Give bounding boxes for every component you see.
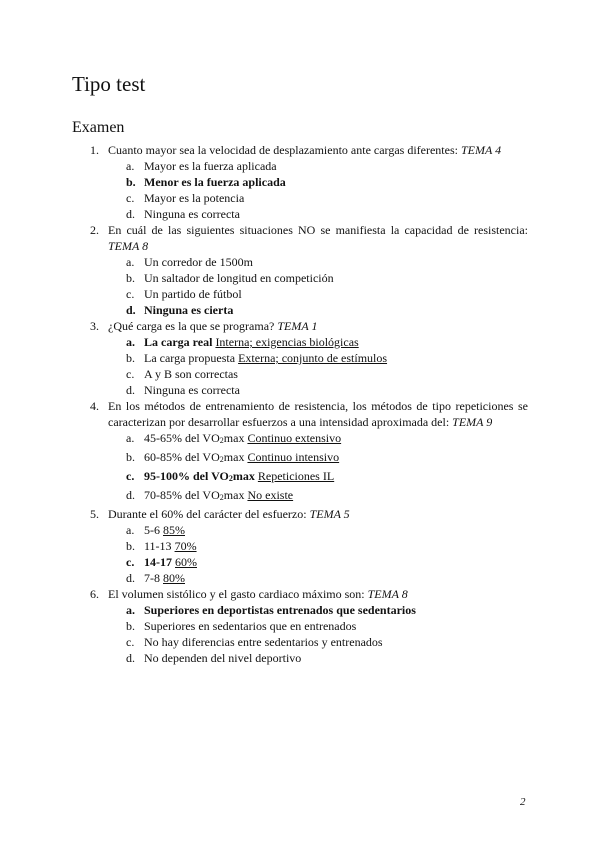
- option-letter: a.: [126, 159, 135, 173]
- option-text: Superiores en sedentarios que en entrenados: [144, 619, 357, 633]
- question-text: Cuanto mayor sea la velocidad de desplazamiento ante cargas diferentes:: [108, 143, 461, 157]
- correct-option: [126, 602, 528, 618]
- answer-option: [126, 522, 528, 538]
- question-tema: TEMA 1: [277, 319, 318, 333]
- answer-option: [126, 190, 528, 206]
- answer-option: [126, 634, 528, 650]
- option-text: Un saltador de longitud en competición: [144, 271, 334, 285]
- correct-option: [126, 302, 528, 318]
- option-letter: c.: [126, 287, 135, 301]
- underlined-annotation: Repeticiones IL: [257, 469, 335, 483]
- answer-option: [126, 366, 528, 382]
- question-number: 1.: [90, 143, 99, 157]
- underlined-annotation: 60%: [175, 555, 197, 569]
- option-letter: d.: [126, 303, 136, 317]
- underlined-annotation: Continuo extensivo: [247, 431, 342, 445]
- option-text: 5-6: [144, 523, 163, 537]
- option-letter: c.: [126, 367, 135, 381]
- option-text-block: [144, 539, 197, 553]
- section-heading: Examen: [72, 119, 125, 136]
- option-letter: c.: [126, 469, 135, 483]
- underlined-annotation: 85%: [163, 523, 185, 537]
- underlined-annotation: 80%: [163, 571, 185, 585]
- answer-option: [126, 350, 528, 366]
- option-text-block: [144, 383, 240, 397]
- option-text-suffix: max: [223, 450, 248, 464]
- question-item: [90, 142, 528, 222]
- underlined-annotation: Interna; exigencias biológicas: [215, 335, 359, 349]
- option-text-suffix: max: [223, 431, 248, 445]
- question-number: 6.: [90, 587, 99, 601]
- option-letter: a.: [126, 523, 135, 537]
- underlined-annotation: 70%: [174, 539, 197, 553]
- option-text: La carga propuesta: [144, 351, 239, 365]
- option-letter: b.: [126, 539, 135, 553]
- option-text-block: [144, 287, 242, 301]
- question-text-block: [108, 398, 528, 430]
- question-item: [90, 398, 528, 506]
- option-text-block: [144, 271, 334, 285]
- option-text: 95-100% del VO: [144, 469, 229, 483]
- option-text-suffix: max: [223, 488, 248, 502]
- question-tema: TEMA 5: [309, 507, 350, 521]
- question-text: ¿Qué carga es la que se programa?: [108, 319, 278, 333]
- subscript: 2: [219, 436, 224, 445]
- correct-option: [126, 334, 528, 350]
- option-text-block: [144, 571, 185, 585]
- option-text: 60-85% del VO: [144, 450, 220, 464]
- question-tema: TEMA 8: [367, 587, 408, 601]
- option-text: Un partido de fútbol: [144, 287, 242, 301]
- question-text-block: [108, 222, 528, 254]
- option-text: Un corredor de 1500m: [144, 255, 253, 269]
- question-number: 2.: [90, 223, 99, 237]
- option-text-block: [144, 255, 253, 269]
- answer-option: [126, 487, 528, 506]
- underlined-annotation: Externa; conjunto de estímulos: [238, 351, 388, 365]
- option-list: [108, 522, 528, 586]
- option-letter: b.: [126, 351, 135, 365]
- option-text-block: [144, 555, 197, 569]
- option-text: 14-17: [144, 555, 175, 569]
- option-text-block: [144, 469, 334, 483]
- subscript: 2: [228, 474, 233, 483]
- option-text-block: [144, 619, 356, 633]
- option-letter: d.: [126, 571, 135, 585]
- question-tema: TEMA 8: [108, 239, 149, 253]
- option-text: Superiores en deportistas entrenados que sedentarios: [144, 603, 416, 617]
- option-text-block: [144, 207, 240, 221]
- option-text-block: [144, 351, 387, 365]
- option-text: 70-85% del VO: [144, 488, 220, 502]
- question-text-block: [108, 142, 528, 158]
- question-text: El volumen sistólico y el gasto cardiaco máximo son:: [108, 587, 368, 601]
- question-tema: TEMA 4: [460, 143, 502, 157]
- correct-option: [126, 554, 528, 570]
- option-text: Ninguna es correcta: [144, 383, 240, 397]
- underlined-annotation: No existe: [247, 488, 294, 502]
- option-text: A y B son correctas: [144, 367, 238, 381]
- question-text-block: [108, 506, 528, 522]
- option-letter: a.: [126, 335, 135, 349]
- question-item: [90, 318, 528, 398]
- option-list: [108, 254, 528, 318]
- option-text: No hay diferencias entre sedentarios y entrenados: [144, 635, 383, 649]
- answer-option: [126, 254, 528, 270]
- option-text: Ninguna es cierta: [144, 303, 234, 317]
- question-text-block: [108, 318, 528, 334]
- subscript: 2: [219, 493, 224, 502]
- question-item: [90, 586, 528, 666]
- option-letter: b.: [126, 450, 135, 464]
- option-text-block: [144, 175, 286, 189]
- option-text-suffix: max: [232, 469, 258, 483]
- option-text-block: [144, 523, 185, 537]
- question-item: [90, 222, 528, 318]
- option-letter: a.: [126, 255, 135, 269]
- underlined-annotation: Continuo intensivo: [247, 450, 340, 464]
- answer-option: [126, 206, 528, 222]
- option-text: La carga real: [144, 335, 216, 349]
- question-tema: TEMA 9: [452, 415, 493, 429]
- option-text-block: [144, 450, 339, 464]
- option-letter: d.: [126, 651, 135, 665]
- question-item: [90, 506, 528, 586]
- option-text: Ninguna es correcta: [144, 207, 240, 221]
- subscript: 2: [219, 455, 224, 464]
- option-list: [108, 334, 528, 398]
- option-text: No dependen del nivel deportivo: [144, 651, 302, 665]
- answer-option: [126, 570, 528, 586]
- option-letter: d.: [126, 207, 135, 221]
- question-text-block: [108, 586, 528, 602]
- option-text: Menor es la fuerza aplicada: [144, 175, 286, 189]
- option-text-block: [144, 635, 383, 649]
- option-letter: c.: [126, 191, 135, 205]
- option-text: Mayor es la potencia: [144, 191, 245, 205]
- option-text-block: [144, 335, 359, 349]
- correct-option: [126, 468, 528, 487]
- answer-option: [126, 449, 528, 468]
- page-number: 2: [520, 796, 526, 808]
- option-text-block: [144, 651, 301, 665]
- option-text-block: [144, 159, 277, 173]
- question-text: En los métodos de entrenamiento de resistencia, los métodos de tipo repeticiones se caracterizan por desarrollar esfuerzos a una intensidad aproximada del:: [108, 399, 528, 429]
- option-text-block: [144, 367, 238, 381]
- option-letter: b.: [126, 619, 135, 633]
- option-letter: d.: [126, 488, 135, 502]
- question-number: 5.: [90, 507, 99, 521]
- answer-option: [126, 270, 528, 286]
- option-letter: b.: [126, 271, 135, 285]
- option-text-block: [144, 191, 244, 205]
- option-list: [108, 602, 528, 666]
- page-title: Tipo test: [72, 72, 146, 96]
- option-text: 7-8: [144, 571, 163, 585]
- option-letter: a.: [126, 603, 135, 617]
- option-text-block: [144, 431, 341, 445]
- question-list: [90, 142, 528, 666]
- answer-option: [126, 650, 528, 666]
- option-text: 45-65% del VO: [144, 431, 220, 445]
- option-text-block: [144, 488, 293, 502]
- answer-option: [126, 618, 528, 634]
- question-number: 4.: [90, 399, 99, 413]
- option-letter: c.: [126, 635, 135, 649]
- option-letter: a.: [126, 431, 135, 445]
- answer-option: [126, 430, 528, 449]
- answer-option: [126, 158, 528, 174]
- option-letter: c.: [126, 555, 135, 569]
- option-text-block: [144, 303, 233, 317]
- answer-option: [126, 538, 528, 554]
- question-text: En cuál de las siguientes situaciones NO se manifiesta la capacidad de resistencia:: [108, 223, 528, 237]
- option-list: [108, 430, 528, 506]
- option-text: 11-13: [144, 539, 175, 553]
- answer-option: [126, 382, 528, 398]
- option-list: [108, 158, 528, 222]
- option-text: Mayor es la fuerza aplicada: [144, 159, 277, 173]
- option-letter: d.: [126, 383, 135, 397]
- question-text: Durante el 60% del carácter del esfuerzo:: [108, 507, 310, 521]
- correct-option: [126, 174, 528, 190]
- answer-option: [126, 286, 528, 302]
- option-letter: b.: [126, 175, 136, 189]
- option-text-block: [144, 603, 416, 617]
- question-number: 3.: [90, 319, 99, 333]
